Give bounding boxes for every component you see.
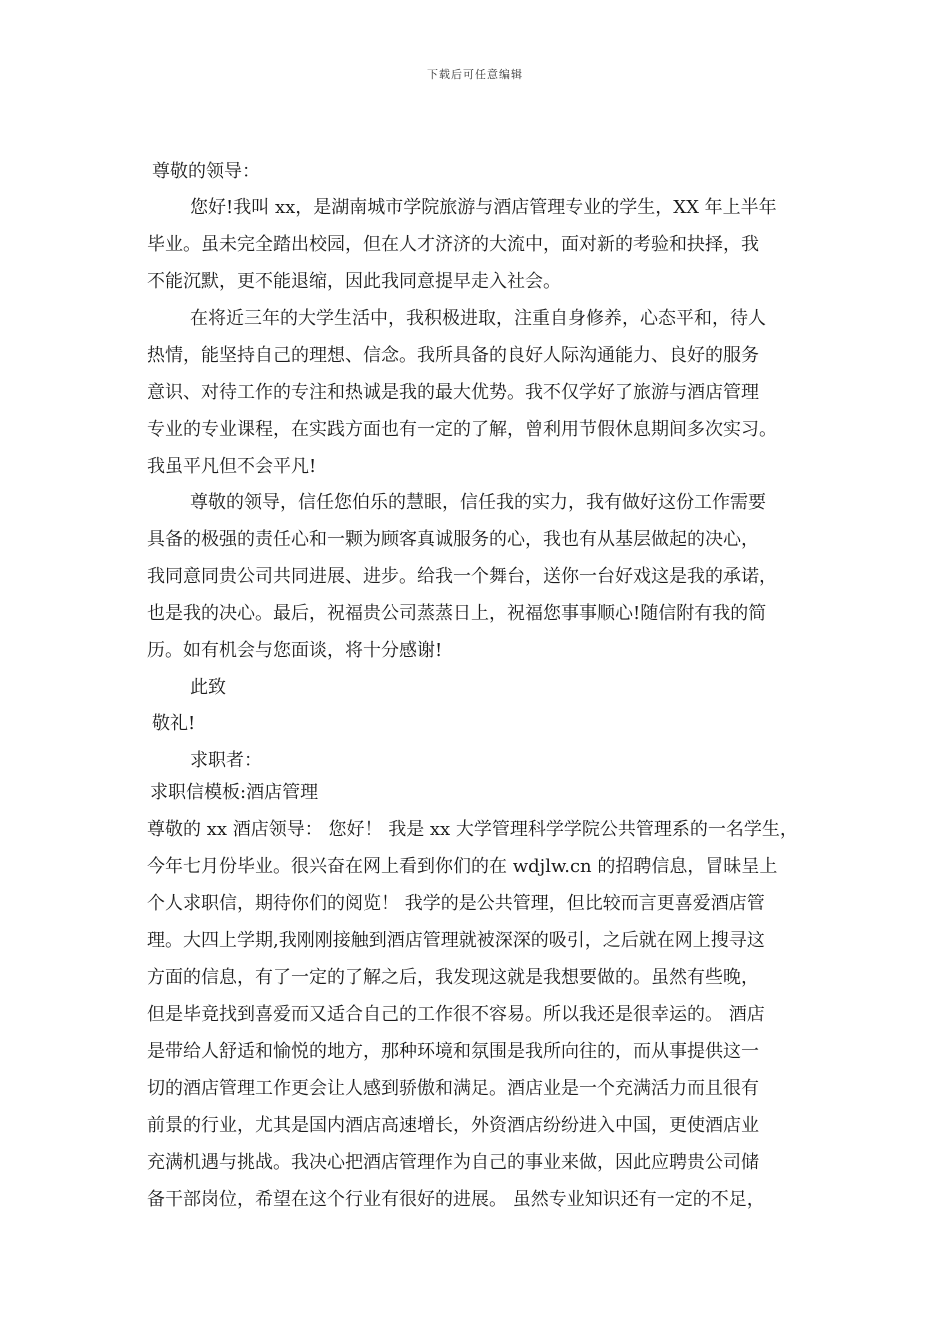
paragraph-line: 尊敬的 xx 酒店领导： 您好！ 我是 xx 大学管理科学学院公共管理系的一名学生， [147,819,798,840]
paragraph-line: 具备的极强的责任心和一颗为顾客真诚服务的心，我也有从基层做起的决心， [147,529,759,550]
paragraph-line: 是带给人舒适和愉悦的地方，那种环境和氛围是我所向往的，而从事提供这一 [147,1041,759,1062]
paragraph-line: 方面的信息，有了一定的了解之后，我发现这就是我想要做的。虽然有些晚， [147,967,759,988]
paragraph-line: 专业的专业课程，在实践方面也有一定的了解，曾利用节假休息期间多次实习。 [147,419,777,440]
paragraph-line: 但是毕竟找到喜爱而又适合自己的工作很不容易。所以我还是很幸运的。 酒店 [147,1004,765,1025]
paragraph-line: 前景的行业，尤其是国内酒店高速增长，外资酒店纷纷进入中国，更使酒店业 [147,1115,759,1136]
paragraph-line: 充满机遇与挑战。我决心把酒店管理作为自己的事业来做，因此应聘贵公司储 [147,1152,759,1173]
paragraph-line: 热情，能坚持自己的理想、信念。我所具备的良好人际沟通能力、良好的服务 [147,345,759,366]
paragraph-line: 我同意同贵公司共同进展、进步。给我一个舞台，送你一台好戏这是我的承诺， [147,566,777,587]
paragraph-line: 不能沉默，更不能退缩，因此我同意提早走入社会。 [147,271,561,292]
paragraph-line: 意识、对待工作的专注和热诚是我的最大优势。我不仅学好了旅游与酒店管理 [147,382,759,403]
paragraph-line: 尊敬的领导，信任您伯乐的慧眼，信任我的实力，我有做好这份工作需要 [190,492,766,513]
paragraph-line: 我虽平凡但不会平凡! [147,456,317,477]
paragraph-line: 理。大四上学期,我刚刚接触到酒店管理就被深深的吸引，之后就在网上搜寻这 [147,930,765,951]
header-note: 下载后可任意编辑 [427,68,523,81]
salutation: 尊敬的领导： [152,161,260,182]
paragraph-line: 个人求职信，期待你们的阅览！ 我学的是公共管理，但比较而言更喜爱酒店管 [147,893,765,914]
closing-line: 此致 [190,677,226,698]
paragraph-line: 备干部岗位，希望在这个行业有很好的进展。 虽然专业知识还有一定的不足， [147,1189,765,1210]
paragraph-line: 切的酒店管理工作更会让人感到骄傲和满足。酒店业是一个充满活力而且很有 [147,1078,759,1099]
signature-line: 求职者： [190,750,262,771]
paragraph-line: 也是我的决心。最后，祝福贵公司蒸蒸日上，祝福您事事顺心!随信附有我的简 [147,603,767,624]
paragraph-line: 历。如有机会与您面谈，将十分感谢! [147,640,443,661]
paragraph-line: 您好!我叫 xx，是湖南城市学院旅游与酒店管理专业的学生，XX 年上半年 [190,197,777,218]
paragraph-line: 毕业。虽未完全踏出校园，但在人才济济的大流中，面对新的考验和抉择，我 [147,234,759,255]
section-title: 求职信模板:酒店管理 [150,782,319,803]
closing-line: 敬礼! [152,713,196,734]
paragraph-line: 在将近三年的大学生活中，我积极进取，注重自身修养，心态平和，待人 [190,308,766,329]
paragraph-line: 今年七月份毕业。很兴奋在网上看到你们的在 wdjlw.cn 的招聘信息，冒昧呈上 [147,856,778,877]
